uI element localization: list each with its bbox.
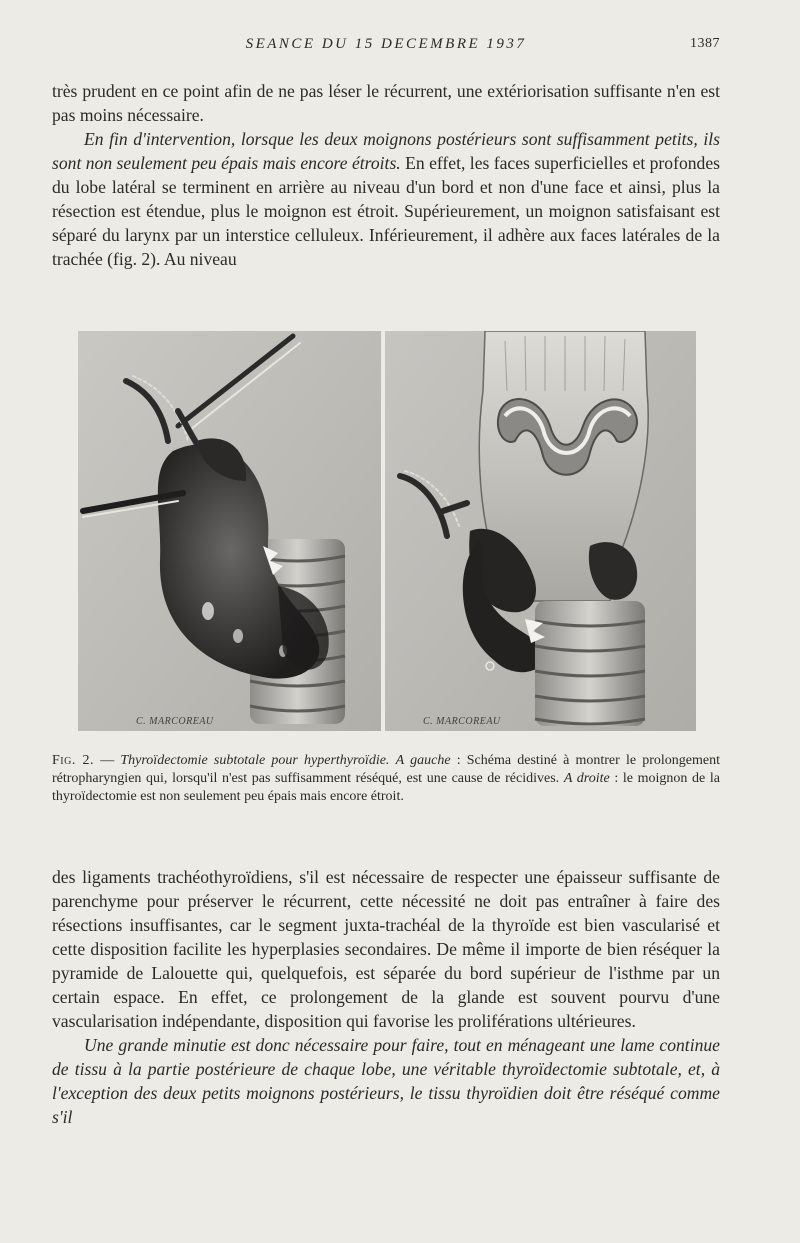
right-illustration [385, 331, 696, 731]
caption-right-text: : le moignon de la thyroïdectomie est non seulement peu épais mais encore étroit. [52, 771, 720, 804]
running-head [52, 36, 720, 58]
italic-paragraph: Une grande minutie est donc nécessaire pour faire, tout en ménageant une lame continue de tissu à la partie postérieure de chaque lobe, une véritable thyroïdectomie subtotale, et, à l'exception des deux petits moignons postérieurs, le tissu thyroïdien doit être réséqué comme s'il [52, 1035, 720, 1127]
caption-left-text: : Schéma destiné à montrer le prolongement rétropharyngien qui, lorsqu'il n'est pas suffisamment réséqué, est une cause de récidives. [52, 753, 721, 786]
paragraph-body: En effet, les faces superficielles et profondes du lobe latéral se terminent en arrière au niveau d'un bord et non d'une face et ainsi, plus la résection est étendue, plus le moignon est étroit. Supérieurement, un moignon satisfaisant est séparé du larynx par un interstice celluleux. Inférieurement, il adhère aux faces latérales de la trachée (fig. 2). Au niveau [52, 153, 720, 269]
paragraph-ligaments: des ligaments trachéothyroïdiens, s'il est nécessaire de respecter une épaisseur suffisante de parenchyme pour préserver le récurrent, cette nécessité ne doit pas entraîner à faire des résections insuffisantes, car le segment juxta-trachéal de la thyroïde est bien vascularisé et cette disposition facilite les hyperplasies secondaires. De même il importe de bien réséquer la pyramide de Lalouette qui, quelquefois, est séparée du bord supérieur de l'isthme par un certain espace. En effet, ce prolongement de la glande est souvent pourvu d'une vascularisation indépendante, disposition qui favorise les proliférations ultérieures. [52, 867, 720, 1031]
figure-caption [52, 752, 720, 806]
left-illustration [78, 331, 381, 731]
artist-signature-left: C. MARCOREAU [136, 716, 214, 727]
figure-left-plate [78, 331, 381, 731]
caption-dash: — [94, 753, 121, 768]
page-number: 1387 [690, 36, 720, 51]
figure-right-plate [385, 331, 696, 731]
italic-lead-sentence: En fin d'intervention, lorsque les deux moignons postérieurs sont suffisamment petits, ils sont non seulement peu épais mais encore étroits. [52, 129, 720, 173]
artist-signature-right: C. MARCOREAU [423, 716, 501, 727]
caption-title: Thyroïdectomie subtotale pour hyperthyroïdie. [120, 753, 390, 768]
caption-left-tag: A gauche [395, 753, 451, 768]
bottom-text-block [52, 865, 720, 1129]
paragraph-continued: très prudent en ce point afin de ne pas léser le récurrent, une extériorisation suffisante n'en est pas moins nécessaire. [52, 81, 720, 125]
caption-right-tag: A droite [563, 771, 610, 786]
paragraph-minutie [52, 1033, 720, 1129]
figure-2 [78, 331, 696, 731]
caption-figure-label: Fig. 2. [52, 753, 95, 768]
paragraph-end-of-intervention [52, 127, 720, 271]
trachea-right [535, 601, 645, 726]
running-title: SEANCE DU 15 DECEMBRE 1937 [245, 36, 527, 52]
top-text-block [52, 79, 720, 271]
